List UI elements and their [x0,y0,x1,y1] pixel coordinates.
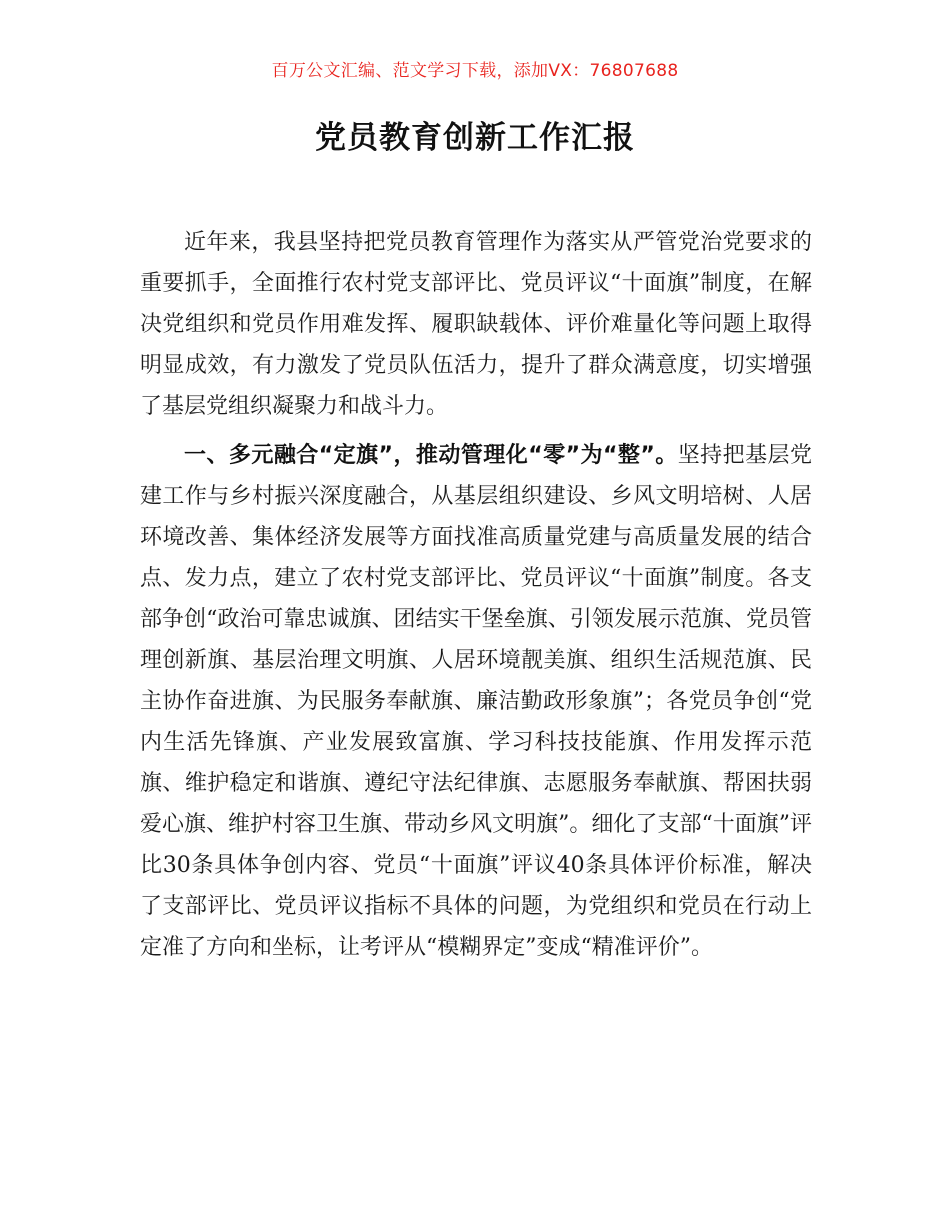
section-1-body: 坚持把基层党建工作与乡村振兴深度融合，从基层组织建设、乡风文明培树、人居环境改善、集体经济发展等方面找准高质量党建与高质量发展的结合点、发力点，建立了农村党支部评比、党员评议“十面旗”制度。各支部争创“政治可靠忠诚旗、团结实干堡垒旗、引领发展示范旗、党员管理创新旗、基层治理文明旗、人居环境靓美旗、组织生活规范旗、民主协作奋进旗、为民服务奉献旗、廉洁勤政形象旗”；各党员争创“党内生活先锋旗、产业发展致富旗、学习科技技能旗、作用发挥示范旗、维护稳定和谐旗、遵纪守法纪律旗、志愿服务奉献旗、帮困扶弱爱心旗、维护村容卫生旗、带动乡风文明旗”。细化了支部“十面旗”评比30条具体争创内容、党员“十面旗”评议40条具体评价标准，解决了支部评比、党员评议指标不具体的问题，为党组织和党员在行动上定准了方向和坐标，让考评从“模糊界定”变成“精准评价”。 [140,443,812,960]
section-1-paragraph [140,435,812,968]
document-body [140,222,812,968]
intro-paragraph: 近年来，我县坚持把党员教育管理作为落实从严管党治党要求的重要抓手，全面推行农村党支部评比、党员评议“十面旗”制度，在解决党组织和党员作用难发挥、履职缺载体、评价难量化等问题上取得明显成效，有力激发了党员队伍活力，提升了群众满意度，切实增强了基层党组织凝聚力和战斗力。 [140,230,812,419]
header-note: 百万公文汇编、范文学习下载，添加VX：76807688 [271,61,679,81]
section-1-heading: 一、多元融合“定旗”，推动管理化“零”为“整”。 [184,443,678,468]
page-title: 党员教育创新工作汇报 [315,120,635,156]
